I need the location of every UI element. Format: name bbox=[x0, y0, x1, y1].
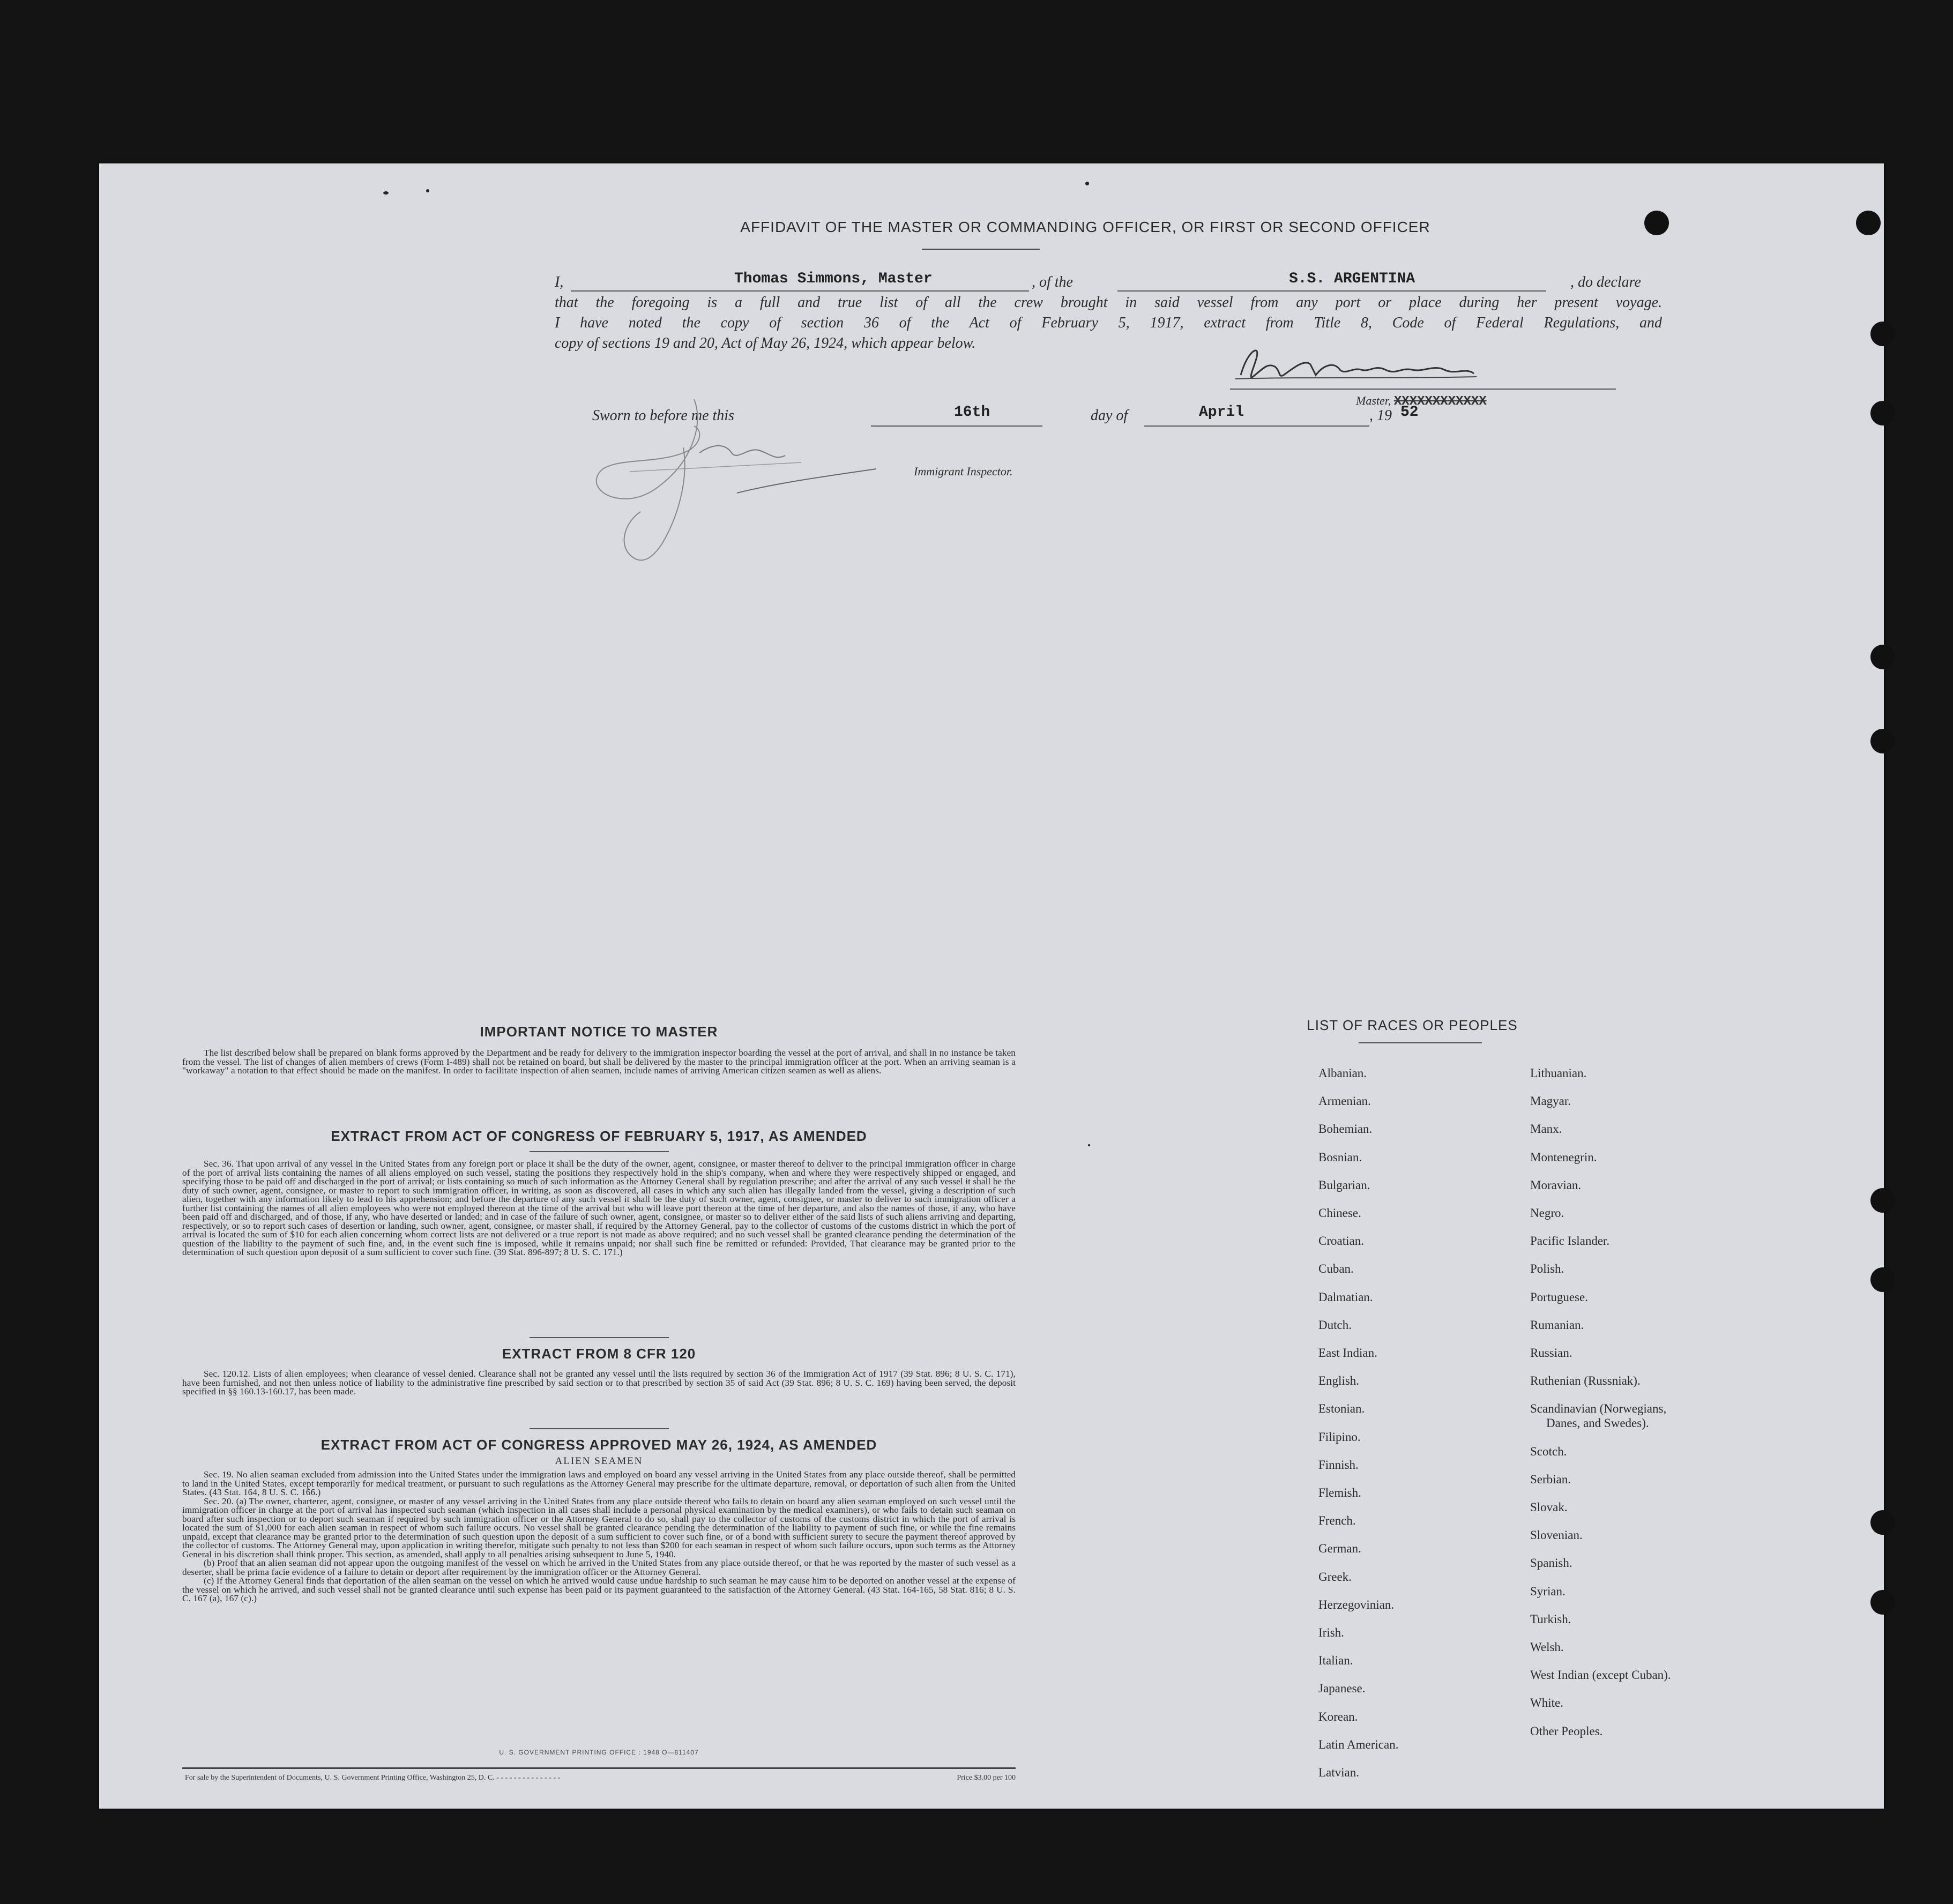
vessel-name-field: S.S. ARGENTINA bbox=[1289, 271, 1415, 287]
affidavit-title: AFFIDAVIT OF THE MASTER OR COMMANDING OFFICER, OR FIRST OR SECOND OFFICER bbox=[740, 219, 1430, 235]
race-item: Herzegovinian. bbox=[1318, 1597, 1395, 1611]
race-item: Albanian. bbox=[1318, 1066, 1367, 1080]
sworn-month-field: April bbox=[1199, 404, 1244, 421]
race-item: Chinese. bbox=[1318, 1206, 1361, 1220]
section-20a-text: Sec. 20. (a) The owner, charterer, agent, consignee, or master of any vessel arriving in the United States from any place outside thereof who fails to detain on board any alien seaman employed on such vessel until the immigration officer in charge at the port of arrival has inspected such seaman (which inspection in all cases shall include a personal physical examination by the medical examiners), or who fails to detain such seaman on board after such inspection or to deport such seaman if required by such immigration officer or the Attorney General to do so, shall pay to the collector of customs of the customs district in which the port of arrival is located the sum of $1,000 for each alien seaman in respect of whom such failure occurs. No vessel shall be granted clearance pending the determination of the liability to payment of such fine, or while the fine remains unpaid, except that clearance may be granted prior to the determination of such question upon the deposit of a sum sufficient to cover such fine, or of a bond with sufficient surety to secure the payment thereof approved by the collector of customs. The Attorney General may, upon application in writing therefor, mitigate such penalty to not less than $200 for each seaman in respect of whom such failure occurs, upon such terms as the Attorney General in his discretion shall think proper. This section, as amended, shall apply to all penalties arising subsequent to June 5, 1940. bbox=[182, 1496, 1016, 1559]
binder-hole bbox=[1870, 1510, 1895, 1535]
race-item: Bohemian. bbox=[1318, 1122, 1373, 1136]
race-item: Moravian. bbox=[1530, 1178, 1582, 1192]
race-item: Bosnian. bbox=[1318, 1150, 1362, 1164]
extract-1924-top-rule bbox=[530, 1428, 669, 1429]
month-fill-rule bbox=[1144, 425, 1369, 427]
speck bbox=[1085, 182, 1089, 185]
race-item: Japanese. bbox=[1318, 1682, 1366, 1696]
race-item: Rumanian. bbox=[1530, 1318, 1584, 1332]
binder-hole bbox=[1870, 645, 1895, 669]
race-item: Bulgarian. bbox=[1318, 1178, 1370, 1192]
affidavit-declaration-line bbox=[555, 272, 1662, 293]
race-item: Other Peoples. bbox=[1530, 1724, 1603, 1738]
race-item: Estonian. bbox=[1318, 1402, 1365, 1416]
affidavit-body bbox=[555, 272, 1662, 354]
master-signature bbox=[1230, 346, 1482, 389]
extract-cfr bbox=[182, 1337, 1016, 1397]
race-item: Finnish. bbox=[1318, 1458, 1359, 1472]
day-fill-rule bbox=[871, 425, 1042, 427]
race-item: German. bbox=[1318, 1542, 1361, 1556]
extract-1917-rule bbox=[530, 1151, 669, 1152]
races-title-rule bbox=[1359, 1042, 1482, 1043]
struck-title: XXXXXXXXXXXX bbox=[1393, 394, 1487, 409]
sworn-label: Sworn to before me this bbox=[592, 407, 734, 424]
day-of-label: day of bbox=[1091, 407, 1128, 424]
race-item: Scandinavian (Norwegians, bbox=[1530, 1402, 1667, 1416]
notice-to-master bbox=[182, 1024, 1016, 1076]
race-item: Lithuanian. bbox=[1530, 1066, 1587, 1080]
race-item: West Indian (except Cuban). bbox=[1530, 1668, 1671, 1682]
gpo-imprint: U. S. GOVERNMENT PRINTING OFFICE : 1948 O—811407 bbox=[499, 1749, 699, 1756]
race-item: Montenegrin. bbox=[1530, 1150, 1597, 1164]
binder-hole bbox=[1870, 401, 1895, 425]
race-item: Filipino. bbox=[1318, 1430, 1361, 1444]
race-item: French. bbox=[1318, 1514, 1356, 1528]
affidavit-line-2: that the foregoing is a full and true list of all the crew brought in said vessel from any port or place during her present voyage. bbox=[555, 294, 1662, 311]
race-item: Ruthenian (Russniak). bbox=[1530, 1374, 1641, 1388]
section-19-text: Sec. 19. No alien seaman excluded from admission into the United States under the immigration laws and employed on board any vessel arriving in the United States from any place outside thereof, shall be permitted to land in the United States, except temporarily for medical treatment, or pursuant to such regulations as the Attorney General may prescribe for the ultimate departure, removal, or deportation of such alien from the United States. (43 Stat. 164, 8 U. S. C. 166.) bbox=[182, 1469, 1016, 1497]
race-item: Pacific Islander. bbox=[1530, 1234, 1610, 1248]
binder-hole bbox=[1644, 211, 1669, 235]
inspector-signature bbox=[576, 394, 876, 576]
extract-1924 bbox=[182, 1428, 1016, 1603]
affidavit-title-rule bbox=[922, 249, 1040, 250]
extract-1924-heading: EXTRACT FROM ACT OF CONGRESS APPROVED MAY 26, 1924, AS AMENDED bbox=[320, 1437, 877, 1453]
extract-cfr-heading: EXTRACT FROM 8 CFR 120 bbox=[502, 1346, 696, 1362]
race-item: Slovak. bbox=[1530, 1500, 1568, 1514]
race-item: Manx. bbox=[1530, 1122, 1562, 1136]
sworn-day-field: 16th bbox=[954, 404, 990, 421]
of-the-label: , of the bbox=[1032, 274, 1073, 290]
race-item: Turkish. bbox=[1530, 1612, 1571, 1626]
race-item: Slovenian. bbox=[1530, 1528, 1583, 1542]
race-item: Negro. bbox=[1530, 1206, 1564, 1220]
master-label-text: Master, bbox=[1356, 394, 1391, 407]
race-item: Greek. bbox=[1318, 1570, 1352, 1584]
race-item: Scotch. bbox=[1530, 1444, 1567, 1458]
extract-1917 bbox=[182, 1128, 1016, 1257]
race-item: Italian. bbox=[1318, 1654, 1353, 1668]
officer-fill-rule bbox=[571, 290, 1029, 292]
inspector-label: Immigrant Inspector. bbox=[914, 465, 1013, 478]
race-item: Serbian. bbox=[1530, 1472, 1571, 1486]
race-item: Latvian. bbox=[1318, 1766, 1359, 1779]
race-item: Dalmatian. bbox=[1318, 1290, 1373, 1304]
binder-hole bbox=[1870, 1267, 1895, 1292]
price-text: Price $3.00 per 100 bbox=[957, 1774, 1016, 1782]
notice-heading: IMPORTANT NOTICE TO MASTER bbox=[480, 1024, 718, 1040]
race-item: Danes, and Swedes). bbox=[1546, 1416, 1649, 1430]
master-label bbox=[1356, 394, 1487, 409]
race-item: Irish. bbox=[1318, 1626, 1344, 1639]
section-20c-text: (c) If the Attorney General finds that deportation of the alien seaman on the vessel on which he arrived would cause undue hardship to such seaman he may cause him to be deported on another vessel at the expense of the vessel on which he arrived, and such vessel shall not be granted clearance until such expense has been paid or its payment guaranteed to the satisfaction of the Attorney General. (43 Stat. 164-165, 58 Stat. 816; 8 U. S. C. 167 (a), 167 (c).) bbox=[182, 1576, 1016, 1603]
race-item: Polish. bbox=[1530, 1262, 1564, 1276]
extract-cfr-top-rule bbox=[530, 1337, 669, 1338]
section-120-text: Sec. 120.12. Lists of alien employees; when clearance of vessel denied. Clearance shall not be granted any vessel until the lists required by section 36 of the Immigration Act of 1917 (39 Stat. 896; 8 U. S. C. 171), have been furnished, and not then unless notice of liability to the administrative fine prescribed by said section or to that prescribed by section 35 of said Act (39 Stat. 896; 8 U. S. C. 169) having been served, the deposit specified in §§ 160.13-160.17, has been made. bbox=[182, 1369, 1016, 1397]
affidavit-line-3: I have noted the copy of section 36 of the Act of February 5, 1917, extract from Title 8, Code of Federal Regulations, and bbox=[555, 315, 1662, 331]
race-item: White. bbox=[1530, 1696, 1563, 1710]
race-item: Armenian. bbox=[1318, 1094, 1371, 1108]
alien-seamen-subheading: ALIEN SEAMEN bbox=[555, 1455, 643, 1467]
race-item: Russian. bbox=[1530, 1346, 1572, 1360]
race-item: Flemish. bbox=[1318, 1486, 1361, 1499]
speck bbox=[383, 191, 389, 195]
section-36-text: Sec. 36. That upon arrival of any vessel in the United States from any foreign port or place it shall be the duty of the owner, agent, consignee, or master thereof to deliver to the principal immigration officer in charge of the port of arrival lists containing the names of all aliens employed on such vessel, stating the positions they respectively hold in the ship's company, when and where they were respectively shipped or engaged, and specifying those to be paid off and discharged in the port of arrival; or lists containing so much of such information as the Attorney General shall by regulation prescribe; and after the arrival of any such vessel it shall be the duty of such owner, agent, consignee, or master to report to such immigration officer, in writing, as soon as discovered, all cases in which any such alien has illegally landed from the vessel, giving a description of such alien, together with any information likely to lead to his apprehension; and before the departure of any such vessel it shall be the duty of such owner, agent, consignee, or master to deliver to such immigration officer a further list containing the names of all alien employees who were not employed thereon at the time of the arrival but who will leave port thereon at the time of her departure, and also the names of those, if any, who have been paid off and discharged, and of those, if any, who have deserted or landed; and in case of the failure of such owner, agent, consignee, or master so to deliver either of the said lists of such aliens arriving and departing, respectively, or so to report such cases of desertion or landing, such owner, agent, consignee, or master shall, if required by the Attorney General, pay to the collector of customs of the customs district in which the port of arrival is located the sum of $10 for each alien concerning whom correct lists are not delivered or a true report is not made as above required; and no such vessel shall be granted clearance pending the determination of the question of the liability to the payment of such fine, and, in the event such fine is imposed, while it remains unpaid; nor shall such fine be remitted or refunded: Provided, That clearance may be granted prior to the determination of such question upon deposit of a sum sufficient to cover such fine. (39 Stat. 896-897; 8 U. S. C. 171.) bbox=[182, 1159, 1016, 1257]
race-item: English. bbox=[1318, 1374, 1360, 1388]
races-title: LIST OF RACES OR PEOPLES bbox=[1307, 1017, 1518, 1033]
binder-hole bbox=[1870, 322, 1895, 346]
race-item: Portuguese. bbox=[1530, 1290, 1588, 1304]
race-item: Cuban. bbox=[1318, 1262, 1354, 1276]
do-declare-label: , do declare bbox=[1570, 274, 1641, 290]
race-item: Dutch. bbox=[1318, 1318, 1352, 1332]
race-item: Welsh. bbox=[1530, 1640, 1564, 1654]
race-item: Magyar. bbox=[1530, 1094, 1571, 1108]
signature-rule bbox=[1230, 389, 1616, 390]
binder-hole bbox=[1856, 211, 1881, 235]
i-label: I, bbox=[555, 274, 564, 290]
affidavit-line-4: copy of sections 19 and 20, Act of May 26, 1924, which appear below. bbox=[555, 335, 976, 352]
section-20b-text: (b) Proof that an alien seaman did not appear upon the outgoing manifest of the vessel on which he arrived in the United States from any place outside thereof, or that he was reported by the master of such vessel as a deserter, shall be prima facie evidence of a failure to detain or deport after requirement by the immigration officer or the Attorney General. bbox=[182, 1558, 1016, 1577]
sworn-year-field: 52 bbox=[1400, 404, 1419, 421]
speck bbox=[1088, 1144, 1090, 1146]
speck bbox=[426, 189, 429, 192]
binder-hole bbox=[1870, 729, 1895, 753]
race-item: Latin American. bbox=[1318, 1737, 1399, 1751]
sale-line bbox=[185, 1774, 1016, 1782]
binder-hole bbox=[1870, 1590, 1895, 1615]
officer-name-field: Thomas Simmons, Master bbox=[734, 271, 933, 287]
race-item: Croatian. bbox=[1318, 1234, 1364, 1248]
form-sheet bbox=[99, 163, 1884, 1809]
race-item: Syrian. bbox=[1530, 1584, 1566, 1598]
binder-hole bbox=[1870, 1188, 1895, 1213]
notice-text: The list described below shall be prepared on blank forms approved by the Department and be ready for delivery to the immigration inspector boarding the vessel at the port of arrival, and shall in no instance be taken from the vessel. The list of changes of alien members of crews (Form I-489) shall not be retained on board, but shall be delivered by the master to the principal immigration officer at the port. When an arriving seaman is a "workaway" a notation to that effect should be made on the manifest. In order to facilitate inspection of alien seamen, include names of arriving American citizen seamen as well as aliens. bbox=[182, 1048, 1016, 1076]
footer-rule bbox=[182, 1767, 1016, 1769]
vessel-fill-rule bbox=[1117, 290, 1546, 292]
race-item: Korean. bbox=[1318, 1709, 1358, 1723]
race-item: Spanish. bbox=[1530, 1556, 1572, 1570]
year-prefix: , 19 bbox=[1369, 407, 1392, 424]
extract-1917-heading: EXTRACT FROM ACT OF CONGRESS OF FEBRUARY 5, 1917, AS AMENDED bbox=[331, 1128, 867, 1144]
sale-text: For sale by the Superintendent of Documents, U. S. Government Printing Office, Washington 25, D. C. - - - - - - - - - - - - - - - bbox=[185, 1774, 561, 1782]
race-item: East Indian. bbox=[1318, 1346, 1377, 1360]
